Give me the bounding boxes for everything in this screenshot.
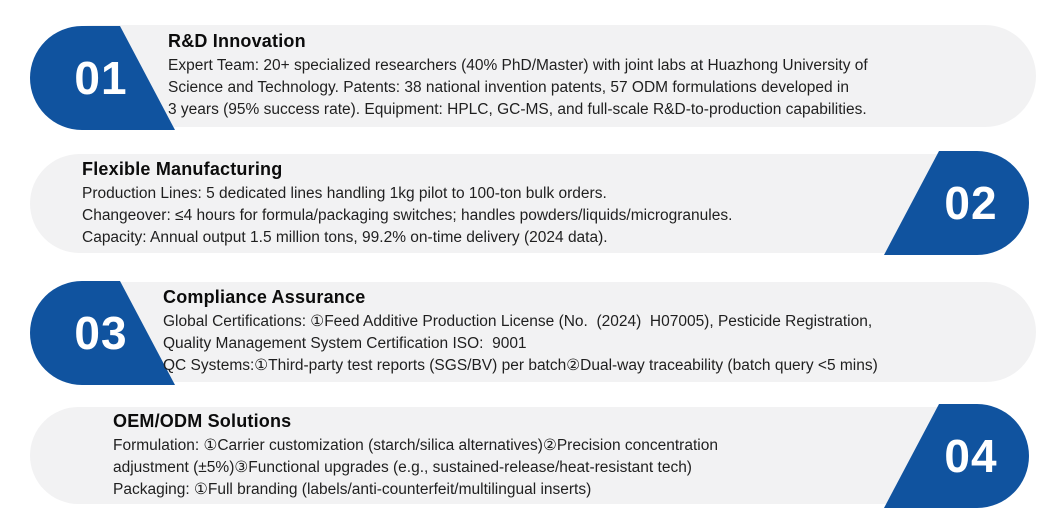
card-content	[113, 410, 718, 501]
card-text-line: Changeover: ≤4 hours for formula/packaging switches; handles powders/liquids/microgranules.	[82, 207, 733, 224]
step-number: 04	[944, 430, 998, 482]
card-text-line: Global Certifications: ①Feed Additive Production License (No. (2024) H07005), Pesticide Registration,	[163, 313, 873, 330]
number-badge-04	[884, 404, 1029, 508]
card-title: OEM/ODM Solutions	[113, 411, 292, 431]
step-number: 02	[944, 177, 998, 229]
number-badge-01	[30, 26, 175, 130]
card-title: R&D Innovation	[168, 31, 306, 51]
card-text-line: Quality Management System Certification ISO: 9001	[163, 335, 527, 352]
card-content	[163, 286, 878, 377]
card-text-line: Expert Team: 20+ specialized researchers (40% PhD/Master) with joint labs at Huazhong University of	[168, 57, 868, 74]
card-title: Flexible Manufacturing	[82, 159, 283, 179]
card-text-line: Production Lines: 5 dedicated lines handling 1kg pilot to 100-ton bulk orders.	[82, 185, 607, 202]
card-title: Compliance Assurance	[163, 287, 366, 307]
number-badge-02	[884, 151, 1029, 255]
card-text-line: Formulation: ①Carrier customization (starch/silica alternatives)②Precision concentration	[113, 437, 718, 454]
card-text-line: Science and Technology. Patents: 38 national invention patents, 57 ODM formulations developed in	[168, 79, 850, 96]
card-text-line: QC Systems:①Third-party test reports (SGS/BV) per batch②Dual-way traceability (batch query <5 mins)	[163, 357, 878, 374]
card-text-line: 3 years (95% success rate). Equipment: HPLC, GC-MS, and full-scale R&D-to-production capabilities.	[168, 101, 867, 118]
step-number: 03	[74, 307, 128, 359]
card-text-line: adjustment (±5%)③Functional upgrades (e.g., sustained-release/heat-resistant tech)	[113, 459, 692, 476]
number-badge-03	[30, 281, 175, 385]
card-content	[82, 158, 732, 249]
card-text-line: Packaging: ①Full branding (labels/anti-counterfeit/multilingual inserts)	[113, 481, 592, 498]
card-text-line: Capacity: Annual output 1.5 million tons, 99.2% on-time delivery (2024 data).	[82, 229, 608, 246]
card-content	[168, 30, 868, 121]
step-number: 01	[74, 52, 128, 104]
